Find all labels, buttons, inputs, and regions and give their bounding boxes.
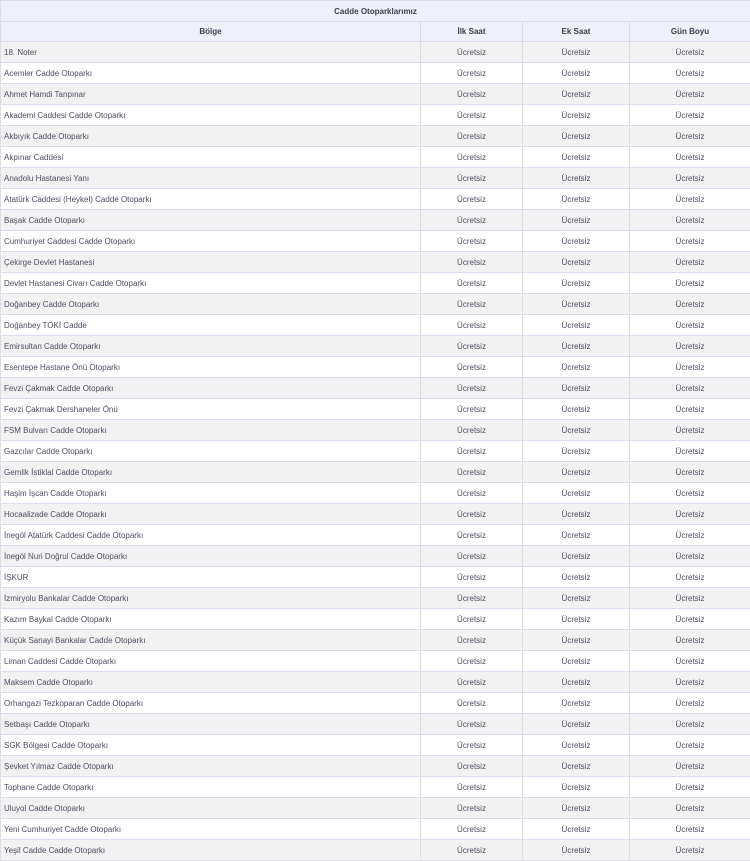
first-hour-cell: Ücretsiz: [421, 567, 523, 588]
region-cell: Orhangazi Tezkoparan Cadde Otoparkı: [1, 693, 421, 714]
first-hour-cell: Ücretsiz: [421, 630, 523, 651]
region-cell: Setbaşı Cadde Otoparkı: [1, 714, 421, 735]
region-cell: Kazım Baykal Cadde Otoparkı: [1, 609, 421, 630]
first-hour-cell: Ücretsiz: [421, 63, 523, 84]
table-row: [1, 231, 750, 252]
first-hour-cell: Ücretsiz: [421, 84, 523, 105]
column-header-extra-hour: Ek Saat: [523, 22, 630, 42]
extra-hour-cell: Ücretsiz: [523, 42, 630, 63]
all-day-cell: Ücretsiz: [630, 798, 750, 819]
extra-hour-cell: Ücretsiz: [523, 399, 630, 420]
table-row: [1, 210, 750, 231]
region-cell: Liman Caddesi Cadde Otoparkı: [1, 651, 421, 672]
table-row: [1, 357, 750, 378]
all-day-cell: Ücretsiz: [630, 567, 750, 588]
extra-hour-cell: Ücretsiz: [523, 525, 630, 546]
region-cell: Haşim İşcan Cadde Otoparkı: [1, 483, 421, 504]
first-hour-cell: Ücretsiz: [421, 294, 523, 315]
region-cell: Cumhuriyet Caddesi Cadde Otoparkı: [1, 231, 421, 252]
table-row: [1, 42, 750, 63]
extra-hour-cell: Ücretsiz: [523, 693, 630, 714]
region-cell: Fevzi Çakmak Cadde Otoparkı: [1, 378, 421, 399]
extra-hour-cell: Ücretsiz: [523, 714, 630, 735]
extra-hour-cell: Ücretsiz: [523, 609, 630, 630]
table-row: [1, 693, 750, 714]
region-cell: Atatürk Caddesi (Heykel) Cadde Otoparkı: [1, 189, 421, 210]
first-hour-cell: Ücretsiz: [421, 42, 523, 63]
region-cell: Akademi Caddesi Cadde Otoparkı: [1, 105, 421, 126]
all-day-cell: Ücretsiz: [630, 336, 750, 357]
all-day-cell: Ücretsiz: [630, 840, 750, 861]
table-row: [1, 126, 750, 147]
first-hour-cell: Ücretsiz: [421, 441, 523, 462]
first-hour-cell: Ücretsiz: [421, 609, 523, 630]
table-row: [1, 567, 750, 588]
first-hour-cell: Ücretsiz: [421, 168, 523, 189]
all-day-cell: Ücretsiz: [630, 735, 750, 756]
all-day-cell: Ücretsiz: [630, 357, 750, 378]
all-day-cell: Ücretsiz: [630, 147, 750, 168]
extra-hour-cell: Ücretsiz: [523, 651, 630, 672]
table-row: [1, 546, 750, 567]
all-day-cell: Ücretsiz: [630, 189, 750, 210]
all-day-cell: Ücretsiz: [630, 273, 750, 294]
first-hour-cell: Ücretsiz: [421, 735, 523, 756]
first-hour-cell: Ücretsiz: [421, 798, 523, 819]
all-day-cell: Ücretsiz: [630, 483, 750, 504]
all-day-cell: Ücretsiz: [630, 525, 750, 546]
extra-hour-cell: Ücretsiz: [523, 126, 630, 147]
all-day-cell: Ücretsiz: [630, 420, 750, 441]
region-cell: FSM Bulvarı Cadde Otoparkı: [1, 420, 421, 441]
table-header-row: [1, 22, 750, 42]
all-day-cell: Ücretsiz: [630, 126, 750, 147]
all-day-cell: Ücretsiz: [630, 168, 750, 189]
extra-hour-cell: Ücretsiz: [523, 840, 630, 861]
region-cell: Yeşil Cadde Cadde Otoparkı: [1, 840, 421, 861]
region-cell: Başak Cadde Otoparkı: [1, 210, 421, 231]
region-cell: Gemlik İstiklal Cadde Otoparkı: [1, 462, 421, 483]
all-day-cell: Ücretsiz: [630, 42, 750, 63]
table-row: [1, 798, 750, 819]
extra-hour-cell: Ücretsiz: [523, 546, 630, 567]
all-day-cell: Ücretsiz: [630, 315, 750, 336]
region-cell: Çekirge Devlet Hastanesi: [1, 252, 421, 273]
table-row: [1, 714, 750, 735]
table-row: [1, 504, 750, 525]
first-hour-cell: Ücretsiz: [421, 231, 523, 252]
region-cell: Uluyol Cadde Otoparkı: [1, 798, 421, 819]
extra-hour-cell: Ücretsiz: [523, 168, 630, 189]
table-row: [1, 672, 750, 693]
all-day-cell: Ücretsiz: [630, 651, 750, 672]
table-row: [1, 420, 750, 441]
extra-hour-cell: Ücretsiz: [523, 462, 630, 483]
region-cell: Yeni Cumhuriyet Cadde Otoparkı: [1, 819, 421, 840]
all-day-cell: Ücretsiz: [630, 630, 750, 651]
first-hour-cell: Ücretsiz: [421, 840, 523, 861]
extra-hour-cell: Ücretsiz: [523, 231, 630, 252]
extra-hour-cell: Ücretsiz: [523, 504, 630, 525]
extra-hour-cell: Ücretsiz: [523, 294, 630, 315]
extra-hour-cell: Ücretsiz: [523, 336, 630, 357]
column-header-region: Bölge: [1, 22, 421, 42]
region-cell: Akpınar Caddesi: [1, 147, 421, 168]
table-row: [1, 336, 750, 357]
first-hour-cell: Ücretsiz: [421, 420, 523, 441]
table-row: [1, 252, 750, 273]
region-cell: Fevzi Çakmak Dershaneler Önü: [1, 399, 421, 420]
all-day-cell: Ücretsiz: [630, 378, 750, 399]
all-day-cell: Ücretsiz: [630, 210, 750, 231]
region-cell: Akbıyık Cadde Otoparkı: [1, 126, 421, 147]
extra-hour-cell: Ücretsiz: [523, 63, 630, 84]
all-day-cell: Ücretsiz: [630, 504, 750, 525]
first-hour-cell: Ücretsiz: [421, 588, 523, 609]
all-day-cell: Ücretsiz: [630, 441, 750, 462]
first-hour-cell: Ücretsiz: [421, 336, 523, 357]
region-cell: Devlet Hastanesi Civarı Cadde Otoparkı: [1, 273, 421, 294]
region-cell: İŞKUR: [1, 567, 421, 588]
extra-hour-cell: Ücretsiz: [523, 567, 630, 588]
table-caption-row: [1, 1, 750, 22]
all-day-cell: Ücretsiz: [630, 252, 750, 273]
all-day-cell: Ücretsiz: [630, 462, 750, 483]
extra-hour-cell: Ücretsiz: [523, 441, 630, 462]
table-row: [1, 399, 750, 420]
first-hour-cell: Ücretsiz: [421, 819, 523, 840]
region-cell: Acemler Cadde Otoparkı: [1, 63, 421, 84]
first-hour-cell: Ücretsiz: [421, 189, 523, 210]
table-row: [1, 630, 750, 651]
extra-hour-cell: Ücretsiz: [523, 756, 630, 777]
first-hour-cell: Ücretsiz: [421, 105, 523, 126]
table-row: [1, 168, 750, 189]
first-hour-cell: Ücretsiz: [421, 315, 523, 336]
extra-hour-cell: Ücretsiz: [523, 252, 630, 273]
all-day-cell: Ücretsiz: [630, 777, 750, 798]
first-hour-cell: Ücretsiz: [421, 357, 523, 378]
first-hour-cell: Ücretsiz: [421, 147, 523, 168]
table-row: [1, 315, 750, 336]
extra-hour-cell: Ücretsiz: [523, 777, 630, 798]
first-hour-cell: Ücretsiz: [421, 525, 523, 546]
extra-hour-cell: Ücretsiz: [523, 483, 630, 504]
first-hour-cell: Ücretsiz: [421, 126, 523, 147]
table-row: [1, 525, 750, 546]
all-day-cell: Ücretsiz: [630, 588, 750, 609]
extra-hour-cell: Ücretsiz: [523, 84, 630, 105]
table-body: [1, 42, 750, 861]
region-cell: Emirsultan Cadde Otoparkı: [1, 336, 421, 357]
all-day-cell: Ücretsiz: [630, 546, 750, 567]
first-hour-cell: Ücretsiz: [421, 483, 523, 504]
extra-hour-cell: Ücretsiz: [523, 210, 630, 231]
region-cell: İnegöl Atatürk Caddesi Cadde Otoparkı: [1, 525, 421, 546]
region-cell: Anadolu Hastanesi Yanı: [1, 168, 421, 189]
table-row: [1, 651, 750, 672]
all-day-cell: Ücretsiz: [630, 714, 750, 735]
table-row: [1, 273, 750, 294]
table-row: [1, 819, 750, 840]
all-day-cell: Ücretsiz: [630, 756, 750, 777]
all-day-cell: Ücretsiz: [630, 693, 750, 714]
extra-hour-cell: Ücretsiz: [523, 357, 630, 378]
first-hour-cell: Ücretsiz: [421, 378, 523, 399]
region-cell: Tophane Cadde Otoparkı: [1, 777, 421, 798]
table-row: [1, 105, 750, 126]
first-hour-cell: Ücretsiz: [421, 693, 523, 714]
table-row: [1, 777, 750, 798]
region-cell: Hocaalizade Cadde Otoparkı: [1, 504, 421, 525]
table-row: [1, 189, 750, 210]
all-day-cell: Ücretsiz: [630, 399, 750, 420]
table-row: [1, 147, 750, 168]
table-row: [1, 441, 750, 462]
region-cell: Ahmet Hamdi Tanpınar: [1, 84, 421, 105]
table-row: [1, 294, 750, 315]
first-hour-cell: Ücretsiz: [421, 210, 523, 231]
first-hour-cell: Ücretsiz: [421, 462, 523, 483]
extra-hour-cell: Ücretsiz: [523, 819, 630, 840]
region-cell: Maksem Cadde Otoparkı: [1, 672, 421, 693]
region-cell: İnegöl Nuri Doğrul Cadde Otoparkı: [1, 546, 421, 567]
region-cell: 18. Noter: [1, 42, 421, 63]
extra-hour-cell: Ücretsiz: [523, 378, 630, 399]
first-hour-cell: Ücretsiz: [421, 651, 523, 672]
all-day-cell: Ücretsiz: [630, 84, 750, 105]
table-row: [1, 84, 750, 105]
extra-hour-cell: Ücretsiz: [523, 672, 630, 693]
all-day-cell: Ücretsiz: [630, 231, 750, 252]
first-hour-cell: Ücretsiz: [421, 399, 523, 420]
extra-hour-cell: Ücretsiz: [523, 588, 630, 609]
extra-hour-cell: Ücretsiz: [523, 798, 630, 819]
column-header-first-hour: İlk Saat: [421, 22, 523, 42]
first-hour-cell: Ücretsiz: [421, 504, 523, 525]
first-hour-cell: Ücretsiz: [421, 756, 523, 777]
first-hour-cell: Ücretsiz: [421, 252, 523, 273]
all-day-cell: Ücretsiz: [630, 105, 750, 126]
first-hour-cell: Ücretsiz: [421, 714, 523, 735]
table-row: [1, 756, 750, 777]
first-hour-cell: Ücretsiz: [421, 672, 523, 693]
first-hour-cell: Ücretsiz: [421, 273, 523, 294]
region-cell: Esentepe Hastane Önü Otoparkı: [1, 357, 421, 378]
region-cell: Şevket Yılmaz Cadde Otoparkı: [1, 756, 421, 777]
extra-hour-cell: Ücretsiz: [523, 315, 630, 336]
extra-hour-cell: Ücretsiz: [523, 420, 630, 441]
region-cell: Doğanbey Cadde Otoparkı: [1, 294, 421, 315]
extra-hour-cell: Ücretsiz: [523, 273, 630, 294]
all-day-cell: Ücretsiz: [630, 294, 750, 315]
region-cell: SGK Bölgesi Cadde Otoparkı: [1, 735, 421, 756]
table-row: [1, 378, 750, 399]
extra-hour-cell: Ücretsiz: [523, 147, 630, 168]
table-row: [1, 609, 750, 630]
region-cell: İzmiryolu Bankalar Cadde Otoparkı: [1, 588, 421, 609]
first-hour-cell: Ücretsiz: [421, 546, 523, 567]
table-row: [1, 840, 750, 861]
table-caption: Cadde Otoparklarımız: [1, 1, 750, 22]
extra-hour-cell: Ücretsiz: [523, 189, 630, 210]
table-row: [1, 63, 750, 84]
table-row: [1, 462, 750, 483]
table-row: [1, 483, 750, 504]
region-cell: Doğanbey TOKİ Cadde: [1, 315, 421, 336]
extra-hour-cell: Ücretsiz: [523, 630, 630, 651]
extra-hour-cell: Ücretsiz: [523, 735, 630, 756]
extra-hour-cell: Ücretsiz: [523, 105, 630, 126]
all-day-cell: Ücretsiz: [630, 609, 750, 630]
all-day-cell: Ücretsiz: [630, 63, 750, 84]
all-day-cell: Ücretsiz: [630, 672, 750, 693]
region-cell: Gazcılar Cadde Otoparkı: [1, 441, 421, 462]
table-row: [1, 735, 750, 756]
region-cell: Küçük Sanayi Bankalar Cadde Otoparkı: [1, 630, 421, 651]
all-day-cell: Ücretsiz: [630, 819, 750, 840]
table-row: [1, 588, 750, 609]
column-header-all-day: Gün Boyu: [630, 22, 750, 42]
first-hour-cell: Ücretsiz: [421, 777, 523, 798]
